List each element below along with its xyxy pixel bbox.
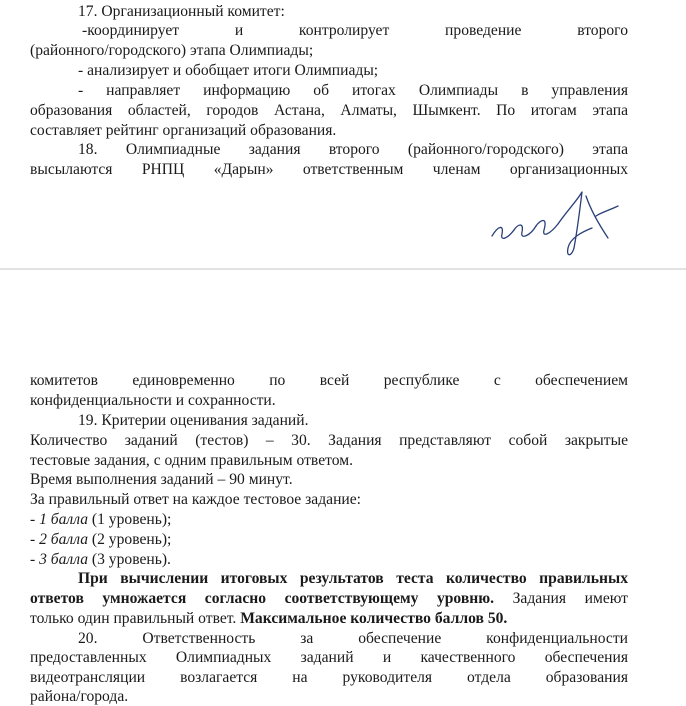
p17-item-send-cont: образования областей, городов Астана, Алматы, Шымкент. По итогам этапа — [30, 102, 628, 119]
p17-item-coordinate-cont: (районного/городского) этапа Олимпиады; — [30, 42, 314, 59]
p18-line-4: конфиденциальности и сохранности. — [30, 392, 276, 409]
handwritten-signature — [478, 186, 628, 264]
score-level-1-points: 1 балла — [39, 511, 89, 528]
p19-heading: 19. Критерии оценивания заданий. — [78, 412, 309, 429]
score-level-3: - 3 балла (3 уровень). — [30, 551, 171, 568]
score-level-2-points: 2 балла — [39, 531, 89, 548]
p19-time: Время выполнения заданий – 90 минут. — [30, 471, 293, 488]
p19-line-2: тестовые задания, с одним правильным ответом. — [30, 452, 353, 469]
p20-line-3: видеотрансляции возлагается на руководителя отдела образования — [30, 669, 628, 686]
bold-rule-line-3: только один правильный ответ. Максимальное количество баллов 50. — [30, 610, 508, 627]
p20-line-2: предоставленных Олимпиадных заданий и качественного обеспечения — [30, 649, 628, 666]
score-level-2: - 2 балла (2 уровень); — [30, 531, 172, 548]
max-score: Максимальное количество баллов 50. — [240, 610, 508, 627]
p18-line-3: комитетов единовременно по всей республике с обеспечением — [30, 372, 628, 389]
p19-line-1: Количество заданий (тестов) – 30. Задания представляют собой закрытые — [30, 432, 628, 449]
score-level-1: - 1 балла (1 уровень); — [30, 511, 172, 528]
p18-line-2: высылаются РНПЦ «Дарын» ответственным членам организационных — [30, 161, 628, 178]
p17-item-send: - направляет информацию об итогах Олимпиады в управления — [78, 82, 628, 99]
p19-scoring-intro: За правильный ответ на каждое тестовое задание: — [30, 491, 362, 508]
document-page-bottom — [0, 270, 686, 706]
p18-line-1: 18. Олимпиадные задания второго (районного/городского) этапа — [78, 141, 628, 158]
p20-line-1: 20. Ответственность за обеспечение конфиденциальности — [78, 630, 628, 647]
score-level-3-points: 3 балла — [39, 551, 89, 568]
p17-item-analyze: - анализирует и обобщает итоги Олимпиады; — [78, 62, 379, 79]
bold-rule-line-2: ответов умножается согласно соответствующему уровню. Задания имеют — [30, 590, 628, 607]
p17-item-coordinate: -координирует и контролирует проведение второго — [82, 22, 628, 39]
p17-item-rating: составляет рейтинг организаций образования. — [30, 122, 337, 139]
p17-heading: 17. Организационный комитет: — [78, 3, 285, 20]
document-page-top — [0, 0, 686, 268]
p20-line-4: района/города. — [30, 688, 129, 705]
bold-rule-line-1: При вычислении итоговых результатов теста количество правильных — [78, 570, 628, 587]
